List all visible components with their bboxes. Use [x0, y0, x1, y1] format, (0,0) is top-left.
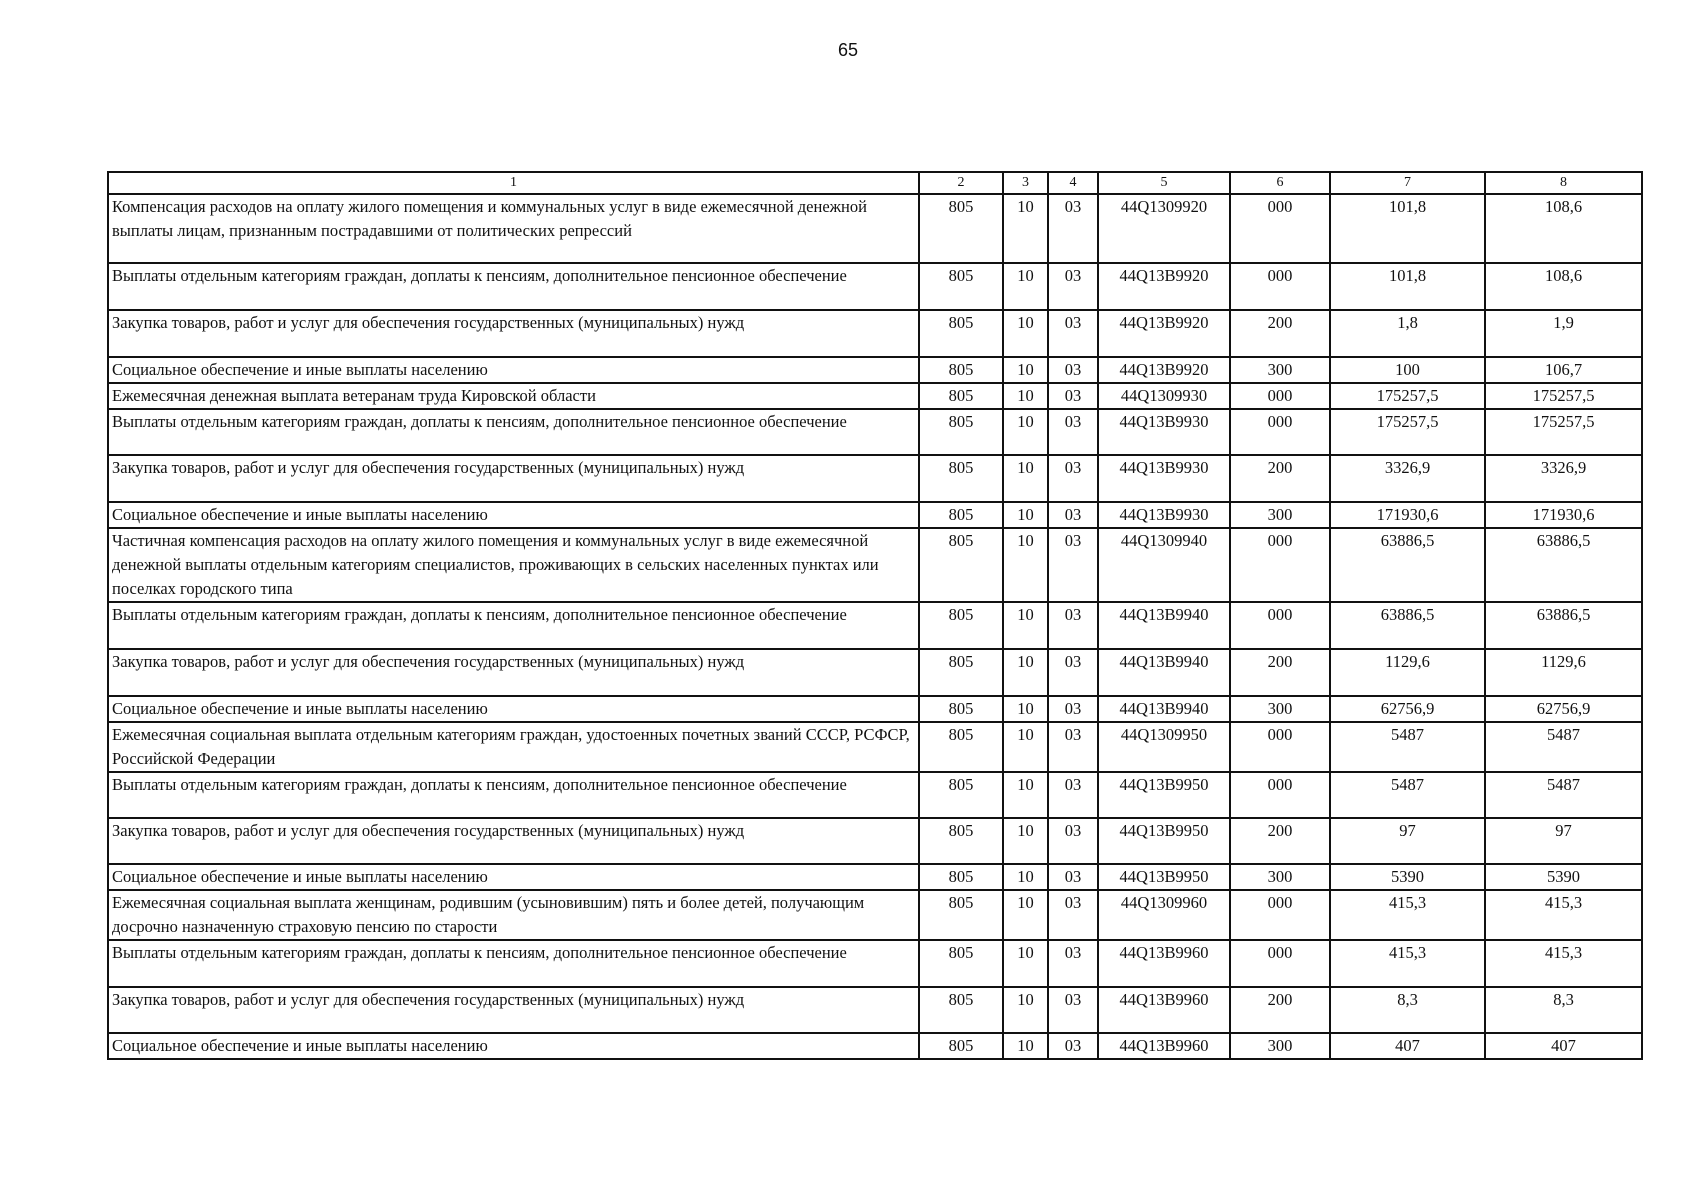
amount-year2-cell: 8,3: [1485, 987, 1642, 1033]
amount-year1-cell: 3326,9: [1330, 455, 1485, 502]
amount-year1-cell: 415,3: [1330, 940, 1485, 987]
admin-code-cell: 805: [919, 864, 1003, 890]
amount-year2-cell: 5487: [1485, 722, 1642, 772]
admin-code-cell: 805: [919, 987, 1003, 1033]
subsection-cell: 03: [1048, 722, 1098, 772]
section-cell: 10: [1003, 722, 1048, 772]
table-row: [108, 696, 1642, 722]
amount-year2-cell: 1,9: [1485, 310, 1642, 357]
section-cell: 10: [1003, 263, 1048, 310]
subsection-cell: 03: [1048, 1033, 1098, 1059]
table-row: [108, 1033, 1642, 1059]
column-number-4: 4: [1048, 172, 1098, 194]
section-cell: 10: [1003, 383, 1048, 409]
amount-year2-cell: 106,7: [1485, 357, 1642, 383]
table-row: [108, 890, 1642, 940]
amount-year2-cell: 415,3: [1485, 940, 1642, 987]
item-name-cell: Закупка товаров, работ и услуг для обеспечения государственных (муниципальных) нужд: [108, 310, 919, 357]
subsection-cell: 03: [1048, 987, 1098, 1033]
amount-year2-cell: 108,6: [1485, 263, 1642, 310]
subsection-cell: 03: [1048, 772, 1098, 818]
table-row: [108, 722, 1642, 772]
subsection-cell: 03: [1048, 696, 1098, 722]
target-article-cell: 44Q13B9950: [1098, 772, 1230, 818]
amount-year2-cell: 97: [1485, 818, 1642, 864]
subsection-cell: 03: [1048, 409, 1098, 455]
expense-type-cell: 000: [1230, 528, 1330, 602]
column-number-3: 3: [1003, 172, 1048, 194]
column-number-2: 2: [919, 172, 1003, 194]
target-article-cell: 44Q13B9950: [1098, 818, 1230, 864]
target-article-cell: 44Q13B9960: [1098, 1033, 1230, 1059]
table-row: [108, 649, 1642, 696]
admin-code-cell: 805: [919, 263, 1003, 310]
table-row: [108, 455, 1642, 502]
expense-type-cell: 300: [1230, 357, 1330, 383]
subsection-cell: 03: [1048, 357, 1098, 383]
amount-year2-cell: 5487: [1485, 772, 1642, 818]
admin-code-cell: 805: [919, 772, 1003, 818]
amount-year2-cell: 63886,5: [1485, 602, 1642, 649]
admin-code-cell: 805: [919, 722, 1003, 772]
expense-type-cell: 000: [1230, 722, 1330, 772]
amount-year1-cell: 1,8: [1330, 310, 1485, 357]
column-number-7: 7: [1330, 172, 1485, 194]
admin-code-cell: 805: [919, 890, 1003, 940]
item-name-cell: Социальное обеспечение и иные выплаты населению: [108, 502, 919, 528]
amount-year2-cell: 171930,6: [1485, 502, 1642, 528]
target-article-cell: 44Q13B9940: [1098, 649, 1230, 696]
item-name-cell: Выплаты отдельным категориям граждан, доплаты к пенсиям, дополнительное пенсионное обеспечение: [108, 602, 919, 649]
subsection-cell: 03: [1048, 602, 1098, 649]
amount-year1-cell: 175257,5: [1330, 383, 1485, 409]
table-row: [108, 864, 1642, 890]
section-cell: 10: [1003, 357, 1048, 383]
table-row: [108, 502, 1642, 528]
amount-year2-cell: 108,6: [1485, 194, 1642, 263]
amount-year1-cell: 63886,5: [1330, 602, 1485, 649]
section-cell: 10: [1003, 409, 1048, 455]
amount-year1-cell: 5487: [1330, 722, 1485, 772]
subsection-cell: 03: [1048, 864, 1098, 890]
subsection-cell: 03: [1048, 502, 1098, 528]
admin-code-cell: 805: [919, 455, 1003, 502]
item-name-cell: Социальное обеспечение и иные выплаты населению: [108, 864, 919, 890]
expense-type-cell: 200: [1230, 455, 1330, 502]
target-article-cell: 44Q13B9940: [1098, 696, 1230, 722]
subsection-cell: 03: [1048, 890, 1098, 940]
item-name-cell: Ежемесячная денежная выплата ветеранам труда Кировской области: [108, 383, 919, 409]
subsection-cell: 03: [1048, 310, 1098, 357]
amount-year2-cell: 175257,5: [1485, 409, 1642, 455]
target-article-cell: 44Q13B9960: [1098, 987, 1230, 1033]
expense-type-cell: 000: [1230, 772, 1330, 818]
amount-year2-cell: 5390: [1485, 864, 1642, 890]
item-name-cell: Социальное обеспечение и иные выплаты населению: [108, 1033, 919, 1059]
table-row: [108, 310, 1642, 357]
table-row: [108, 194, 1642, 263]
amount-year1-cell: 1129,6: [1330, 649, 1485, 696]
column-number-8: 8: [1485, 172, 1642, 194]
admin-code-cell: 805: [919, 310, 1003, 357]
admin-code-cell: 805: [919, 602, 1003, 649]
expense-type-cell: 000: [1230, 890, 1330, 940]
item-name-cell: Социальное обеспечение и иные выплаты населению: [108, 696, 919, 722]
target-article-cell: 44Q13B9950: [1098, 864, 1230, 890]
section-cell: 10: [1003, 940, 1048, 987]
item-name-cell: Закупка товаров, работ и услуг для обеспечения государственных (муниципальных) нужд: [108, 649, 919, 696]
target-article-cell: 44Q13B9930: [1098, 455, 1230, 502]
target-article-cell: 44Q13B9930: [1098, 502, 1230, 528]
expense-type-cell: 000: [1230, 602, 1330, 649]
table-header-row: [108, 172, 1642, 194]
section-cell: 10: [1003, 696, 1048, 722]
admin-code-cell: 805: [919, 409, 1003, 455]
admin-code-cell: 805: [919, 696, 1003, 722]
item-name-cell: Закупка товаров, работ и услуг для обеспечения государственных (муниципальных) нужд: [108, 987, 919, 1033]
amount-year1-cell: 97: [1330, 818, 1485, 864]
amount-year1-cell: 8,3: [1330, 987, 1485, 1033]
expense-type-cell: 300: [1230, 864, 1330, 890]
table-row: [108, 987, 1642, 1033]
expense-type-cell: 000: [1230, 940, 1330, 987]
amount-year1-cell: 63886,5: [1330, 528, 1485, 602]
expense-type-cell: 000: [1230, 409, 1330, 455]
table-row: [108, 602, 1642, 649]
subsection-cell: 03: [1048, 263, 1098, 310]
column-number-6: 6: [1230, 172, 1330, 194]
column-number-1: 1: [108, 172, 919, 194]
target-article-cell: 44Q13B9960: [1098, 940, 1230, 987]
section-cell: 10: [1003, 649, 1048, 696]
admin-code-cell: 805: [919, 1033, 1003, 1059]
expense-type-cell: 300: [1230, 696, 1330, 722]
section-cell: 10: [1003, 310, 1048, 357]
page-number: 65: [837, 40, 859, 60]
admin-code-cell: 805: [919, 818, 1003, 864]
table-row: [108, 383, 1642, 409]
amount-year1-cell: 415,3: [1330, 890, 1485, 940]
amount-year1-cell: 100: [1330, 357, 1485, 383]
item-name-cell: Закупка товаров, работ и услуг для обеспечения государственных (муниципальных) нужд: [108, 818, 919, 864]
target-article-cell: 44Q13B9940: [1098, 602, 1230, 649]
target-article-cell: 44Q1309960: [1098, 890, 1230, 940]
expense-type-cell: 200: [1230, 649, 1330, 696]
section-cell: 10: [1003, 602, 1048, 649]
expense-type-cell: 200: [1230, 818, 1330, 864]
item-name-cell: Выплаты отдельным категориям граждан, доплаты к пенсиям, дополнительное пенсионное обеспечение: [108, 940, 919, 987]
section-cell: 10: [1003, 818, 1048, 864]
amount-year1-cell: 62756,9: [1330, 696, 1485, 722]
expense-type-cell: 300: [1230, 1033, 1330, 1059]
amount-year1-cell: 171930,6: [1330, 502, 1485, 528]
table-row: [108, 940, 1642, 987]
section-cell: 10: [1003, 890, 1048, 940]
admin-code-cell: 805: [919, 502, 1003, 528]
item-name-cell: Выплаты отдельным категориям граждан, доплаты к пенсиям, дополнительное пенсионное обеспечение: [108, 772, 919, 818]
expense-type-cell: 000: [1230, 194, 1330, 263]
item-name-cell: Ежемесячная социальная выплата женщинам, родившим (усыновившим) пять и более детей, получающим досрочно назначенную страховую пенсию по старости: [108, 890, 919, 940]
target-article-cell: 44Q1309950: [1098, 722, 1230, 772]
section-cell: 10: [1003, 528, 1048, 602]
item-name-cell: Закупка товаров, работ и услуг для обеспечения государственных (муниципальных) нужд: [108, 455, 919, 502]
target-article-cell: 44Q1309930: [1098, 383, 1230, 409]
amount-year2-cell: 3326,9: [1485, 455, 1642, 502]
target-article-cell: 44Q13B9920: [1098, 357, 1230, 383]
target-article-cell: 44Q13B9930: [1098, 409, 1230, 455]
table-row: [108, 357, 1642, 383]
table-row: [108, 263, 1642, 310]
amount-year2-cell: 63886,5: [1485, 528, 1642, 602]
amount-year1-cell: 407: [1330, 1033, 1485, 1059]
amount-year2-cell: 407: [1485, 1033, 1642, 1059]
section-cell: 10: [1003, 194, 1048, 263]
item-name-cell: Ежемесячная социальная выплата отдельным категориям граждан, удостоенных почетных званий СССР, РСФСР, Российской Федерации: [108, 722, 919, 772]
target-article-cell: 44Q13B9920: [1098, 310, 1230, 357]
admin-code-cell: 805: [919, 940, 1003, 987]
section-cell: 10: [1003, 987, 1048, 1033]
item-name-cell: Социальное обеспечение и иные выплаты населению: [108, 357, 919, 383]
amount-year1-cell: 175257,5: [1330, 409, 1485, 455]
column-number-5: 5: [1098, 172, 1230, 194]
table-row: [108, 528, 1642, 602]
expense-type-cell: 000: [1230, 383, 1330, 409]
amount-year2-cell: 1129,6: [1485, 649, 1642, 696]
section-cell: 10: [1003, 1033, 1048, 1059]
amount-year2-cell: 415,3: [1485, 890, 1642, 940]
subsection-cell: 03: [1048, 383, 1098, 409]
amount-year1-cell: 5390: [1330, 864, 1485, 890]
expense-type-cell: 200: [1230, 987, 1330, 1033]
table-row: [108, 818, 1642, 864]
subsection-cell: 03: [1048, 649, 1098, 696]
amount-year2-cell: 175257,5: [1485, 383, 1642, 409]
section-cell: 10: [1003, 864, 1048, 890]
item-name-cell: Компенсация расходов на оплату жилого помещения и коммунальных услуг в виде ежемесячной денежной выплаты лицам, признанным пострадавшими от политических репрессий: [108, 194, 919, 263]
section-cell: 10: [1003, 455, 1048, 502]
expense-type-cell: 000: [1230, 263, 1330, 310]
section-cell: 10: [1003, 772, 1048, 818]
target-article-cell: 44Q13B9920: [1098, 263, 1230, 310]
admin-code-cell: 805: [919, 528, 1003, 602]
admin-code-cell: 805: [919, 357, 1003, 383]
item-name-cell: Выплаты отдельным категориям граждан, доплаты к пенсиям, дополнительное пенсионное обеспечение: [108, 409, 919, 455]
table-row: [108, 772, 1642, 818]
amount-year1-cell: 101,8: [1330, 194, 1485, 263]
admin-code-cell: 805: [919, 649, 1003, 696]
admin-code-cell: 805: [919, 194, 1003, 263]
table-row: [108, 409, 1642, 455]
subsection-cell: 03: [1048, 194, 1098, 263]
target-article-cell: 44Q1309940: [1098, 528, 1230, 602]
expense-type-cell: 200: [1230, 310, 1330, 357]
expense-type-cell: 300: [1230, 502, 1330, 528]
subsection-cell: 03: [1048, 940, 1098, 987]
section-cell: 10: [1003, 502, 1048, 528]
budget-table: [107, 171, 1643, 1060]
subsection-cell: 03: [1048, 528, 1098, 602]
item-name-cell: Выплаты отдельным категориям граждан, доплаты к пенсиям, дополнительное пенсионное обеспечение: [108, 263, 919, 310]
subsection-cell: 03: [1048, 818, 1098, 864]
target-article-cell: 44Q1309920: [1098, 194, 1230, 263]
subsection-cell: 03: [1048, 455, 1098, 502]
admin-code-cell: 805: [919, 383, 1003, 409]
item-name-cell: Частичная компенсация расходов на оплату жилого помещения и коммунальных услуг в виде ежемесячной денежной выплаты отдельным категориям специалистов, проживающих в сельских населенных пунктах или поселках городского типа: [108, 528, 919, 602]
amount-year1-cell: 101,8: [1330, 263, 1485, 310]
amount-year2-cell: 62756,9: [1485, 696, 1642, 722]
amount-year1-cell: 5487: [1330, 772, 1485, 818]
